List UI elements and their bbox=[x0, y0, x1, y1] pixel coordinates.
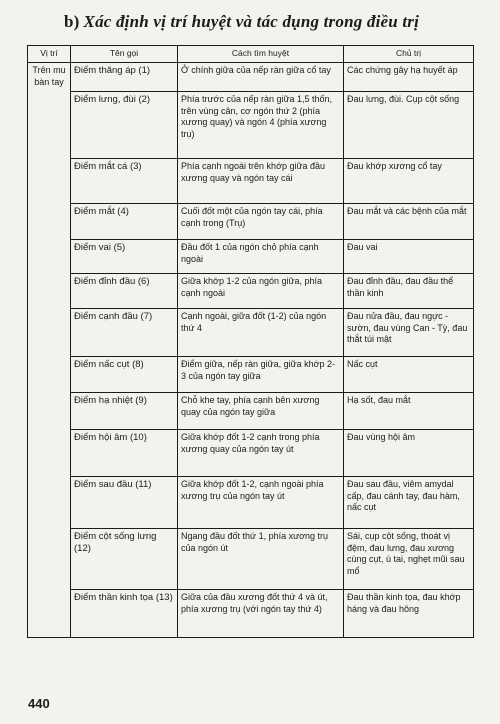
point-method: Điểm giữa, nếp ràn giữa, giữa khớp 2-3 của ngón tay giữa bbox=[178, 357, 344, 393]
table-row bbox=[28, 309, 474, 357]
point-name: Điểm nấc cụt (8) bbox=[71, 357, 178, 393]
point-name: Điểm cạnh đầu (7) bbox=[71, 309, 178, 357]
point-name: Điểm thần kinh tọa (13) bbox=[71, 590, 178, 638]
table-row bbox=[28, 63, 474, 92]
table-row bbox=[28, 477, 474, 529]
location-cell: Trên mu bàn tay bbox=[28, 63, 71, 638]
point-indication: Các chứng gây hạ huyết áp bbox=[344, 63, 474, 92]
column-header-method: Cách tìm huyệt bbox=[178, 46, 344, 63]
point-method: Cạnh ngoài, giữa đốt (1-2) của ngón thứ 4 bbox=[178, 309, 344, 357]
point-method: Giữa của đầu xương đốt thứ 4 và út, phía xương trụ (với ngón tay thứ 4) bbox=[178, 590, 344, 638]
point-method: Cuối đốt một của ngón tay cái, phía cạnh trong (Trụ) bbox=[178, 204, 344, 240]
point-name: Điểm thăng áp (1) bbox=[71, 63, 178, 92]
column-header-location: Vị trí bbox=[28, 46, 71, 63]
point-method: Đầu đốt 1 của ngón chỏ phía cạnh ngoài bbox=[178, 240, 344, 274]
point-name: Điểm mắt cá (3) bbox=[71, 159, 178, 204]
table-row bbox=[28, 393, 474, 430]
point-indication: Đau mắt và các bệnh của mắt bbox=[344, 204, 474, 240]
table-header-row bbox=[28, 46, 474, 63]
point-method: Ngang đầu đốt thứ 1, phía xương trụ của ngón út bbox=[178, 529, 344, 590]
point-method: Ở chính giữa của nếp ràn giữa cổ tay bbox=[178, 63, 344, 92]
point-method: Phía cạnh ngoài trên khớp giữa đầu xương quay và ngón tay cái bbox=[178, 159, 344, 204]
point-indication: Đau đỉnh đầu, đau đầu thể thần kinh bbox=[344, 274, 474, 309]
column-header-name: Tên gọi bbox=[71, 46, 178, 63]
point-name: Điểm vai (5) bbox=[71, 240, 178, 274]
table-row bbox=[28, 204, 474, 240]
table-row bbox=[28, 240, 474, 274]
point-name: Điểm đỉnh đầu (6) bbox=[71, 274, 178, 309]
point-indication: Hạ sốt, đau mắt bbox=[344, 393, 474, 430]
point-name: Điểm hội âm (10) bbox=[71, 430, 178, 477]
page-number: 440 bbox=[28, 696, 50, 711]
table-row bbox=[28, 357, 474, 393]
section-title: Xác định vị trí huyệt và tác dụng trong điều trị bbox=[83, 12, 420, 31]
point-indication: Đau nửa đầu, đau ngực - sườn, đau vùng Can - Tỳ, đau thắt túi mật bbox=[344, 309, 474, 357]
section-heading bbox=[64, 12, 484, 32]
point-name: Điểm mắt (4) bbox=[71, 204, 178, 240]
point-name: Điểm sau đầu (11) bbox=[71, 477, 178, 529]
table-row bbox=[28, 529, 474, 590]
point-name: Điểm lưng, đùi (2) bbox=[71, 92, 178, 159]
point-indication: Sái, cụp cột sống, thoát vị đệm, đau lưng, đau xương cùng cụt, ù tai, nghẹt mũi sau mổ bbox=[344, 529, 474, 590]
point-indication: Nấc cụt bbox=[344, 357, 474, 393]
point-method: Giữa khớp đốt 1-2, cạnh ngoài phía xương trụ của ngón tay út bbox=[178, 477, 344, 529]
point-indication: Đau khớp xương cổ tay bbox=[344, 159, 474, 204]
point-indication: Đau vùng hội âm bbox=[344, 430, 474, 477]
point-indication: Đau lưng, đùi. Cụp cột sống bbox=[344, 92, 474, 159]
point-method: Chỗ khe tay, phía cạnh bên xương quay của ngón tay giữa bbox=[178, 393, 344, 430]
point-indication: Đau sau đầu, viêm amydal cấp, đau cánh tay, đau hàm, nấc cụt bbox=[344, 477, 474, 529]
point-method: Giữa khớp 1-2 của ngón giữa, phía cạnh ngoài bbox=[178, 274, 344, 309]
point-name: Điểm hạ nhiệt (9) bbox=[71, 393, 178, 430]
table-row bbox=[28, 92, 474, 159]
column-header-indication: Chủ trị bbox=[344, 46, 474, 63]
table-row bbox=[28, 159, 474, 204]
point-indication: Đau vai bbox=[344, 240, 474, 274]
section-label: b) bbox=[64, 12, 80, 31]
point-indication: Đau thần kinh tọa, đau khớp háng và đau hông bbox=[344, 590, 474, 638]
point-method: Phía trước của nếp ràn giữa 1,5 thốn, trên vùng cân, cơ ngón thứ 2 (phía xương quay) và ngón 4 (phía xương trụ) bbox=[178, 92, 344, 159]
table-row bbox=[28, 274, 474, 309]
point-name: Điểm cột sống lưng (12) bbox=[71, 529, 178, 590]
table-row bbox=[28, 430, 474, 477]
table-row bbox=[28, 590, 474, 638]
point-method: Giữa khớp đốt 1-2 cạnh trong phía xương quay của ngón tay út bbox=[178, 430, 344, 477]
acupoint-table bbox=[27, 45, 474, 638]
